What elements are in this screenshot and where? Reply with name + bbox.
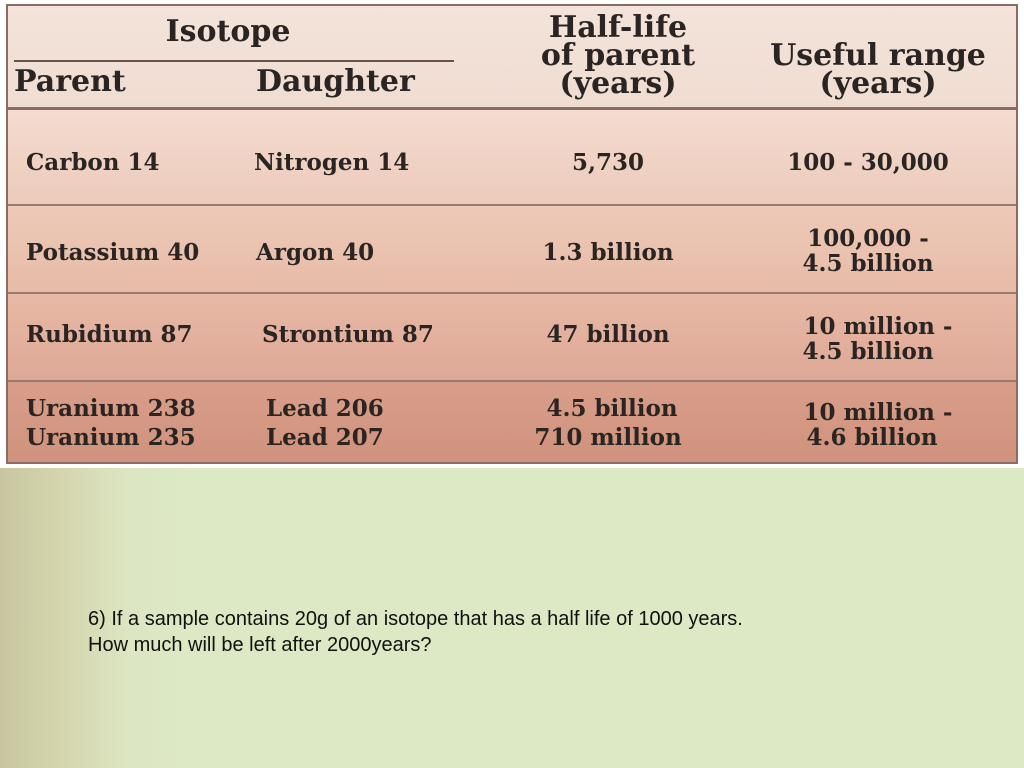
cell-useful-range-line2: 4.5 billion [802,250,934,277]
cell-half-life-line2: 710 million [534,424,682,451]
cell-half-life: 1.3 billion [542,239,674,266]
cell-useful-range-line2: 4.6 billion [806,424,938,451]
header-parent: Parent [14,64,126,99]
header-useful-range-line1: Useful range [770,38,986,73]
table-row [8,206,1016,294]
question-line-1: 6) If a sample contains 20g of an isotope that has a half life of 1000 years. [88,608,743,630]
question-line-2: How much will be left after 2000years? [88,634,432,656]
cell-parent: Rubidium 87 [26,321,193,348]
cell-daughter: Strontium 87 [262,321,434,348]
table-row [8,110,1016,206]
cell-parent: Potassium 40 [26,239,200,266]
header-isotope-underline [14,60,454,62]
table-row [8,382,1016,464]
cell-half-life: 5,730 [571,149,645,176]
header-half-life-line1: Half-life [548,10,688,45]
question-text [88,606,988,658]
cell-parent: Carbon 14 [26,149,160,176]
cell-useful-range-line2: 4.5 billion [802,338,934,365]
header-daughter: Daughter [256,64,415,99]
table-row [8,294,1016,382]
cell-parent-line2: Uranium 235 [26,424,196,451]
header-useful-range-line2: (years) [819,66,937,101]
cell-useful-range-line1: 10 million - [803,399,953,426]
header-half-life-line3: (years) [559,66,677,101]
cell-useful-range-line1: 100,000 - [807,225,929,252]
header-isotope: Isotope [165,14,291,49]
header-half-life-line2: of parent [540,38,696,73]
cell-useful-range: 100 - 30,000 [787,149,949,176]
table-header [8,6,1016,110]
cell-daughter: Argon 40 [256,239,375,266]
cell-useful-range-line1: 10 million - [803,313,953,340]
cell-daughter-line2: Lead 207 [266,424,384,451]
cell-daughter: Nitrogen 14 [254,149,410,176]
cell-half-life-line1: 4.5 billion [546,395,678,422]
cell-half-life: 47 billion [546,321,670,348]
cell-parent-line1: Uranium 238 [26,395,196,422]
cell-daughter-line1: Lead 206 [266,395,384,422]
isotope-table [6,4,1018,464]
